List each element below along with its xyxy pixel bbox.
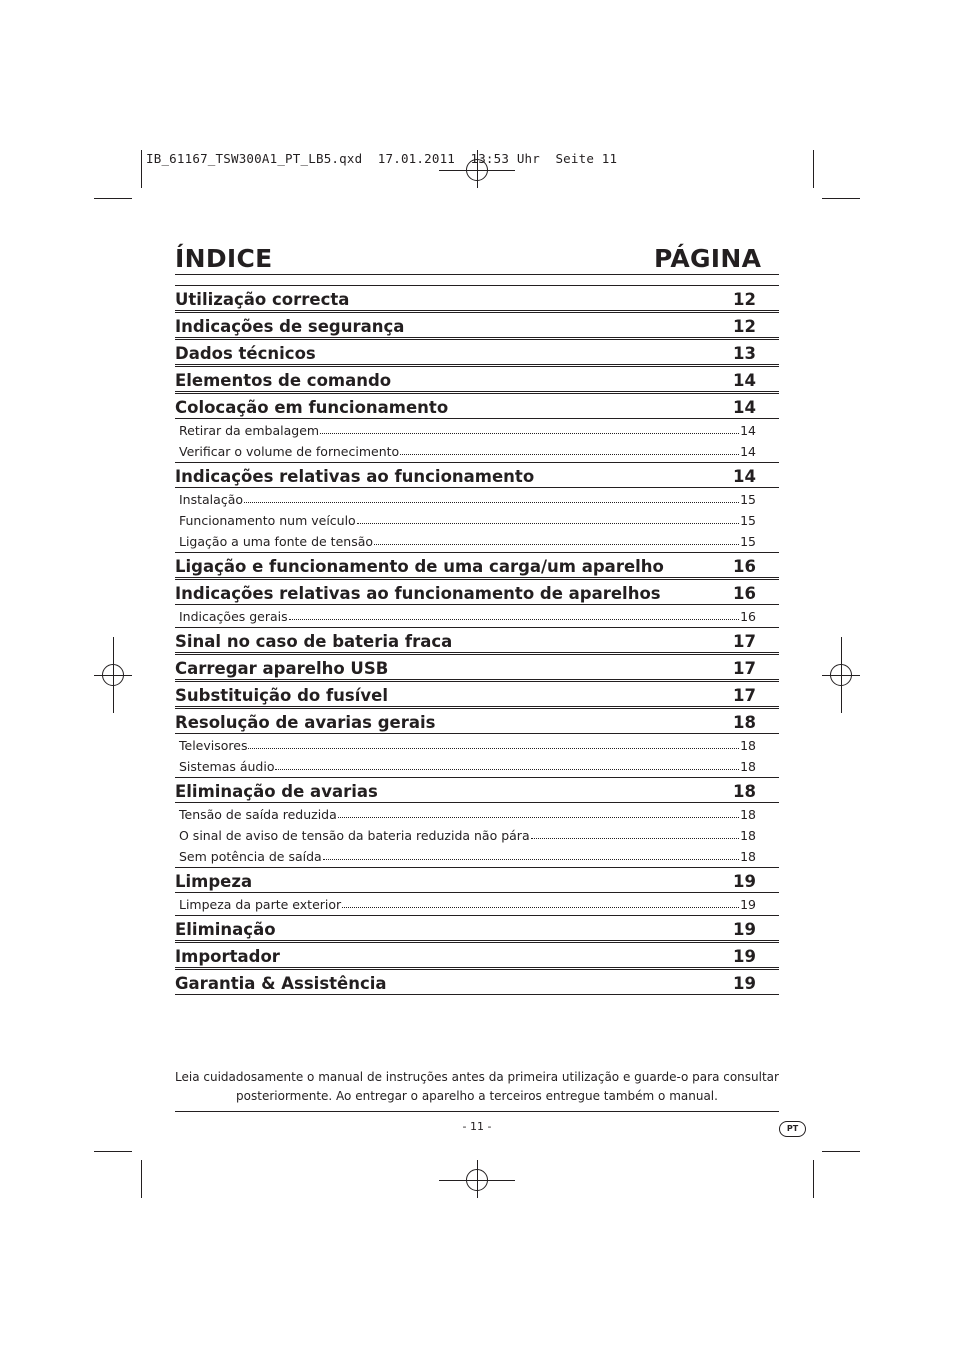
toc-page-number: 15 (740, 513, 756, 528)
toc-label: Televisores (179, 738, 248, 753)
toc-label: Indicações de segurança (175, 317, 405, 336)
dot-leader (289, 619, 739, 620)
toc-page-number: 14 (733, 398, 756, 417)
toc-subsection (175, 440, 779, 461)
toc-page-number: 19 (733, 974, 756, 993)
toc-label: Carregar aparelho USB (175, 659, 389, 678)
toc-subsection (175, 845, 779, 866)
toc-label: Limpeza (175, 872, 253, 891)
toc-section (175, 552, 779, 578)
print-slug: IB_61167_TSW300A1_PT_LB5.qxd 17.01.2011 13:53 Uhr Seite 11 (146, 151, 618, 166)
dot-leader (323, 859, 739, 860)
toc-section (175, 579, 779, 605)
toc-label: Dados técnicos (175, 344, 316, 363)
toc-page-number: 16 (733, 584, 756, 603)
toc-page-number: 19 (733, 947, 756, 966)
dot-leader (338, 817, 739, 818)
toc-subsection (175, 755, 779, 776)
toc-label: Indicações relativas ao funcionamento (175, 467, 535, 486)
toc-label: Eliminação de avarias (175, 782, 378, 801)
table-of-contents (175, 284, 779, 995)
toc-page-number: 15 (740, 492, 756, 507)
crop-mark (141, 150, 142, 188)
dot-leader (244, 502, 739, 503)
toc-section (175, 285, 779, 311)
toc-label: Limpeza da parte exterior (179, 897, 342, 912)
footer-divider (175, 1111, 779, 1112)
toc-subsection (175, 824, 779, 845)
toc-label: Sistemas áudio (179, 759, 275, 774)
toc-section (175, 867, 779, 893)
crop-mark (94, 198, 132, 199)
page-number: - 11 - (462, 1120, 492, 1133)
toc-page-number: 16 (740, 609, 756, 624)
toc-subsection (175, 488, 779, 509)
toc-page-number: 16 (733, 557, 756, 576)
toc-label: Substituição do fusível (175, 686, 388, 705)
toc-section (175, 681, 779, 707)
dot-leader (357, 523, 739, 524)
toc-section (175, 339, 779, 365)
toc-subsection (175, 530, 779, 551)
crop-mark (813, 150, 814, 188)
toc-page-number: 18 (733, 713, 756, 732)
toc-page-number: 12 (733, 290, 756, 309)
toc-page-number: 19 (733, 920, 756, 939)
heading-divider (175, 274, 779, 275)
dot-leader (342, 907, 739, 908)
toc-label: Funcionamento num veículo (179, 513, 356, 528)
dot-leader (531, 838, 739, 839)
toc-subsection (175, 734, 779, 755)
toc-page-number: 14 (740, 444, 756, 459)
toc-label: Eliminação (175, 920, 276, 939)
toc-section (175, 393, 779, 419)
crop-mark (94, 1151, 132, 1152)
toc-label: Indicações gerais (179, 609, 288, 624)
toc-page-number: 18 (740, 759, 756, 774)
dot-leader (248, 748, 739, 749)
toc-page-number: 14 (740, 423, 756, 438)
toc-section (175, 969, 779, 995)
crop-mark (822, 1151, 860, 1152)
language-badge: PT (779, 1121, 806, 1137)
dot-leader (320, 433, 739, 434)
toc-subsection (175, 419, 779, 440)
toc-label: Colocação em funcionamento (175, 398, 449, 417)
toc-page-number: 17 (733, 659, 756, 678)
index-heading: ÍNDICE (175, 244, 273, 273)
toc-label: Ligação a uma fonte de tensão (179, 534, 374, 549)
toc-page-number: 12 (733, 317, 756, 336)
toc-subsection (175, 803, 779, 824)
toc-page-number: 18 (740, 807, 756, 822)
toc-page-number: 18 (740, 828, 756, 843)
toc-label: Retirar da embalagem (179, 423, 320, 438)
toc-page-number: 17 (733, 686, 756, 705)
toc-label: O sinal de aviso de tensão da bateria reduzida não pára (179, 828, 530, 843)
toc-label: Tensão de saída reduzida (179, 807, 337, 822)
toc-section (175, 312, 779, 338)
toc-label: Indicações relativas ao funcionamento de aparelhos (175, 584, 661, 603)
toc-page-number: 17 (733, 632, 756, 651)
toc-label: Garantia & Assistência (175, 974, 387, 993)
toc-label: Utilização correcta (175, 290, 350, 309)
toc-section (175, 654, 779, 680)
toc-label: Elementos de comando (175, 371, 392, 390)
toc-subsection (175, 893, 779, 914)
toc-page-number: 18 (740, 738, 756, 753)
toc-section (175, 462, 779, 488)
toc-label: Ligação e funcionamento de uma carga/um aparelho (175, 557, 664, 576)
toc-label: Resolução de avarias gerais (175, 713, 436, 732)
crop-mark (141, 1160, 142, 1198)
toc-page-number: 19 (740, 897, 756, 912)
toc-section (175, 942, 779, 968)
toc-label: Instalação (179, 492, 243, 507)
toc-page-number: 19 (733, 872, 756, 891)
instruction-note: Leia cuidadosamente o manual de instruções antes da primeira utilização e guarde-o para consultar posteriormente. Ao entregar o aparelho a terceiros entregue também o manual. (175, 1070, 779, 1103)
toc-label: Sinal no caso de bateria fraca (175, 632, 453, 651)
crop-mark (813, 1160, 814, 1198)
toc-section (175, 366, 779, 392)
toc-page-number: 18 (733, 782, 756, 801)
toc-page-number: 14 (733, 371, 756, 390)
toc-section (175, 708, 779, 734)
toc-section (175, 627, 779, 653)
toc-label: Sem potência de saída (179, 849, 322, 864)
toc-subsection (175, 509, 779, 530)
toc-label: Importador (175, 947, 280, 966)
toc-section (175, 777, 779, 803)
dot-leader (400, 454, 739, 455)
toc-page-number: 18 (740, 849, 756, 864)
dot-leader (374, 544, 739, 545)
toc-subsection (175, 605, 779, 626)
toc-section (175, 915, 779, 941)
toc-page-number: 15 (740, 534, 756, 549)
toc-page-number: 13 (733, 344, 756, 363)
page-column-heading: PÁGINA (654, 244, 762, 273)
crop-mark (822, 198, 860, 199)
toc-page-number: 14 (733, 467, 756, 486)
dot-leader (275, 769, 739, 770)
toc-label: Verificar o volume de fornecimento (179, 444, 400, 459)
